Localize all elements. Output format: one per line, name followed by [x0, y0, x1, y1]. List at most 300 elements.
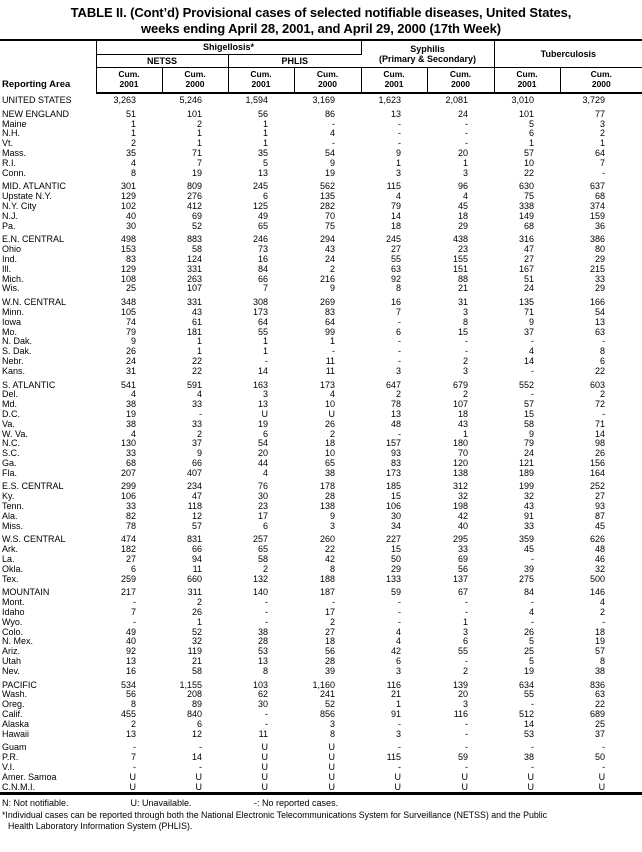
value-cell: 8 — [130, 167, 136, 178]
value-cell: 167 — [519, 263, 535, 274]
value-cell: 108 — [120, 273, 136, 284]
value-cell: 57 — [595, 646, 606, 657]
value-cell: 96 — [458, 181, 469, 192]
table-row — [0, 598, 642, 608]
value-cell: 7 — [396, 306, 402, 317]
value-cell: - — [465, 118, 469, 129]
value-cell: 9 — [529, 316, 535, 327]
value-cell: 18 — [325, 636, 336, 647]
value-cell: - — [332, 597, 336, 608]
value-cell: 6 — [600, 355, 606, 366]
area-cell: Mass. — [2, 147, 27, 158]
area-cell: N. Mex. — [2, 636, 34, 647]
value-cell: 591 — [186, 379, 202, 390]
value-cell: 19 — [257, 418, 268, 429]
value-cell: 3 — [330, 520, 336, 531]
value-cell: 35 — [257, 147, 268, 158]
value-cell: 91 — [524, 510, 535, 521]
value-cell: 6 — [529, 128, 535, 139]
value-cell: 88 — [458, 273, 469, 284]
value-cell: 78 — [391, 399, 402, 410]
value-cell: 1 — [529, 138, 535, 149]
value-cell: 14 — [391, 210, 402, 221]
value-cell: 79 — [125, 326, 136, 337]
value-cell: 33 — [125, 448, 136, 459]
value-cell: 512 — [519, 709, 535, 720]
table-row — [0, 522, 642, 532]
value-cell: 3 — [600, 118, 606, 129]
value-cell: 257 — [252, 534, 268, 545]
value-cell: 32 — [595, 563, 606, 574]
value-cell: 89 — [191, 699, 202, 710]
value-cell: 52 — [191, 626, 202, 637]
value-cell: - — [602, 336, 606, 347]
value-cell: - — [531, 742, 535, 753]
value-cell: 76 — [257, 481, 268, 492]
value-cell: 56 — [325, 646, 336, 657]
value-cell: - — [398, 316, 402, 327]
value-cell: 153 — [120, 244, 136, 255]
area-cell: C.N.M.I. — [2, 781, 35, 792]
value-cell: 45 — [458, 200, 469, 211]
area-cell: N.J. — [2, 210, 19, 221]
value-cell: 207 — [120, 467, 136, 478]
value-cell: 15 — [524, 408, 535, 419]
value-cell: 338 — [519, 200, 535, 211]
value-cell: - — [531, 554, 535, 565]
value-cell: 75 — [524, 191, 535, 202]
value-cell: 294 — [320, 234, 336, 245]
table-row — [0, 110, 642, 120]
area-cell: Kans. — [2, 365, 26, 376]
value-cell: U — [261, 742, 268, 753]
value-cell: 40 — [125, 636, 136, 647]
value-cell: 178 — [320, 481, 336, 492]
value-cell: 75 — [325, 220, 336, 231]
netss-group-header: NETSS — [96, 54, 228, 68]
value-cell: 259 — [120, 573, 136, 584]
value-cell: 64 — [257, 316, 268, 327]
value-cell: 4 — [396, 191, 402, 202]
value-cell: 102 — [120, 200, 136, 211]
area-cell: MID. ATLANTIC — [2, 181, 66, 192]
value-cell: 374 — [590, 200, 606, 211]
value-cell: 36 — [595, 220, 606, 231]
value-cell: 64 — [595, 147, 606, 158]
value-cell: 78 — [125, 520, 136, 531]
value-cell: - — [398, 428, 402, 439]
value-cell: 125 — [252, 200, 268, 211]
value-cell: 8 — [463, 316, 469, 327]
value-cell: 173 — [320, 379, 336, 390]
value-cell: 63 — [595, 326, 606, 337]
value-cell: - — [265, 597, 268, 608]
value-cell: 4 — [529, 607, 535, 618]
table-row — [0, 459, 642, 469]
table-row — [0, 357, 642, 367]
value-cell: 689 — [590, 709, 606, 720]
asterisk-footnote-line1: *Individual cases can be reported through both the National Electronic Telecommunications System for Surveillance (NETSS) and the Public — [2, 810, 548, 821]
col-header-tb-2001: Cum. 2001 — [494, 68, 560, 94]
value-cell: 29 — [595, 253, 606, 264]
value-cell: 58 — [524, 418, 535, 429]
area-cell: Va. — [2, 418, 15, 429]
value-cell: 412 — [186, 200, 202, 211]
value-cell: 18 — [458, 408, 469, 419]
value-cell: 21 — [191, 656, 202, 667]
value-cell: - — [465, 336, 469, 347]
value-cell: 82 — [125, 510, 136, 521]
value-cell: 234 — [186, 481, 202, 492]
value-cell: 27 — [595, 491, 606, 502]
value-cell: 83 — [125, 253, 136, 264]
value-cell: 38 — [125, 399, 136, 410]
value-cell: 66 — [257, 273, 268, 284]
value-cell: 26 — [595, 448, 606, 459]
area-cell: Iowa — [2, 316, 22, 327]
table-row — [0, 381, 642, 391]
table-title — [0, 0, 642, 36]
area-cell: Ga. — [2, 457, 17, 468]
value-cell: 217 — [120, 587, 136, 598]
value-cell: 6 — [463, 636, 469, 647]
value-cell: 1 — [463, 157, 469, 168]
value-cell: 29 — [458, 220, 469, 231]
value-cell: 56 — [125, 689, 136, 700]
value-cell: 39 — [325, 665, 336, 676]
value-cell: 216 — [320, 273, 336, 284]
value-cell: - — [265, 355, 268, 366]
value-cell: 83 — [391, 457, 402, 468]
value-cell: U — [461, 781, 469, 792]
value-cell: - — [531, 762, 535, 772]
syphilis-header-line2: (Primary & Secondary) — [379, 54, 477, 64]
value-cell: 129 — [120, 263, 136, 274]
value-cell: 2 — [463, 389, 469, 400]
table-title-line1: TABLE II. (Cont’d) Provisional cases of selected notifiable diseases, United States, — [70, 5, 572, 20]
value-cell: - — [265, 718, 268, 729]
value-cell: 438 — [453, 234, 469, 245]
area-cell: Wash. — [2, 689, 28, 700]
value-cell: 883 — [186, 234, 202, 245]
value-cell: 3 — [330, 718, 336, 729]
value-cell: 3 — [463, 626, 469, 637]
value-cell: 13 — [125, 728, 136, 739]
area-cell: N.H. — [2, 128, 20, 139]
phlis-group-header: PHLIS — [228, 54, 361, 68]
value-cell: 33 — [595, 273, 606, 284]
value-cell: 69 — [191, 210, 202, 221]
value-cell: 69 — [458, 554, 469, 565]
value-cell: 498 — [120, 234, 136, 245]
value-cell: 269 — [320, 297, 336, 308]
value-cell: 2 — [262, 563, 268, 574]
value-cell: 83 — [325, 306, 336, 317]
value-cell: 49 — [125, 626, 136, 637]
value-cell: 54 — [257, 438, 268, 449]
value-cell: 39 — [524, 563, 535, 574]
value-cell: U — [195, 781, 202, 792]
value-cell: 6 — [396, 656, 402, 667]
area-cell: Miss. — [2, 520, 23, 531]
value-cell: 6 — [262, 520, 268, 531]
value-cell: 57 — [524, 399, 535, 410]
col-header-tb-2000: Cum. 2000 — [560, 68, 642, 94]
value-cell: 359 — [519, 534, 535, 545]
value-cell: 2 — [463, 355, 469, 366]
table-row — [0, 469, 642, 479]
value-cell: 8 — [396, 283, 402, 294]
value-cell: 23 — [257, 501, 268, 512]
value-cell: 65 — [257, 220, 268, 231]
value-cell: 6 — [196, 718, 202, 729]
area-cell: Wis. — [2, 283, 20, 294]
value-cell: 14 — [524, 355, 535, 366]
value-cell: 311 — [187, 587, 202, 598]
value-cell: 66 — [191, 457, 202, 468]
value-cell: 61 — [191, 316, 202, 327]
area-cell: Tex. — [2, 573, 19, 584]
table-row — [0, 763, 642, 773]
value-cell: 31 — [125, 365, 136, 376]
table-row — [0, 545, 642, 555]
value-cell: 71 — [595, 418, 606, 429]
value-cell: 173 — [252, 306, 268, 317]
table-row — [0, 390, 642, 400]
value-cell: 52 — [325, 699, 336, 710]
value-cell: 282 — [320, 200, 336, 211]
value-cell: 331 — [186, 263, 202, 274]
value-cell: 2 — [330, 616, 336, 627]
value-cell: 2 — [330, 263, 336, 274]
value-cell: 246 — [252, 234, 268, 245]
value-cell: 19 — [325, 167, 336, 178]
value-cell: 43 — [191, 306, 202, 317]
value-cell: 140 — [252, 587, 268, 598]
table-row — [0, 502, 642, 512]
value-cell: 68 — [125, 457, 136, 468]
area-cell: Ala. — [2, 510, 18, 521]
value-cell: 1,623 — [378, 95, 402, 105]
area-cell: Ark. — [2, 544, 19, 555]
value-cell: 27 — [125, 554, 136, 565]
value-cell: 9 — [529, 428, 535, 439]
value-cell: - — [398, 336, 402, 347]
value-cell: 79 — [391, 200, 402, 211]
value-cell: - — [133, 597, 136, 608]
value-cell: 8 — [262, 665, 268, 676]
table-row — [0, 657, 642, 667]
value-cell: - — [398, 597, 402, 608]
value-cell: 299 — [120, 481, 136, 492]
value-cell: 1 — [196, 336, 202, 347]
area-cell: Tenn. — [2, 501, 25, 512]
value-cell: 42 — [325, 554, 336, 565]
area-cell: Nebr. — [2, 355, 24, 366]
value-cell: 18 — [325, 438, 336, 449]
table-row — [0, 308, 642, 318]
value-cell: U — [261, 781, 268, 792]
value-cell: 101 — [519, 108, 535, 119]
value-cell: 146 — [590, 587, 606, 598]
header-cum-row — [0, 68, 642, 94]
value-cell: 33 — [524, 520, 535, 531]
value-cell: 33 — [191, 418, 202, 429]
value-cell: 58 — [191, 665, 202, 676]
value-cell: - — [332, 138, 336, 149]
table-row — [0, 149, 642, 159]
value-cell: 3 — [396, 728, 402, 739]
value-cell: 13 — [391, 408, 402, 419]
value-cell: 7 — [130, 607, 136, 618]
value-cell: 53 — [524, 728, 535, 739]
value-cell: 25 — [524, 646, 535, 657]
area-cell: Guam — [2, 742, 27, 753]
value-cell: 386 — [590, 234, 606, 245]
value-cell: 252 — [590, 481, 606, 492]
value-cell: - — [265, 607, 268, 618]
value-cell: 11 — [325, 355, 336, 366]
value-cell: 38 — [595, 665, 606, 676]
col-header-netss-2001: Cum. 2001 — [96, 68, 162, 94]
table-row — [0, 202, 642, 212]
value-cell: - — [332, 346, 336, 357]
value-cell: 129 — [120, 191, 136, 202]
value-cell: 5 — [529, 656, 535, 667]
area-cell: Calif. — [2, 709, 23, 720]
value-cell: - — [265, 616, 268, 627]
area-cell: Idaho — [2, 607, 25, 618]
legend-unavailable: U: Unavailable. — [130, 798, 192, 809]
table-row — [0, 93, 642, 106]
area-cell: S. Dak. — [2, 346, 32, 357]
value-cell: 3 — [463, 167, 469, 178]
value-cell: 15 — [391, 491, 402, 502]
value-cell: 22 — [595, 699, 606, 710]
value-cell: - — [465, 138, 469, 149]
value-cell: 27 — [391, 244, 402, 255]
value-cell: 2 — [196, 597, 202, 608]
value-cell: 4 — [396, 636, 402, 647]
value-cell: 23 — [458, 244, 469, 255]
col-header-phlis-2000: Cum. 2000 — [294, 68, 361, 94]
value-cell: 93 — [391, 448, 402, 459]
value-cell: 57 — [524, 147, 535, 158]
value-cell: 46 — [595, 554, 606, 565]
value-cell: 135 — [519, 297, 535, 308]
legend-row — [0, 798, 642, 809]
value-cell: 157 — [386, 438, 402, 449]
area-cell: Ariz. — [2, 646, 20, 657]
value-cell: 660 — [186, 573, 202, 584]
value-cell: 45 — [595, 520, 606, 531]
value-cell: - — [133, 742, 136, 753]
value-cell: - — [602, 167, 606, 178]
col-header-netss-2000: Cum. 2000 — [162, 68, 228, 94]
value-cell: 5 — [529, 636, 535, 647]
value-cell: 16 — [257, 253, 268, 264]
value-cell: 1 — [262, 128, 268, 139]
value-cell: 20 — [458, 147, 469, 158]
value-cell: 24 — [125, 355, 136, 366]
value-cell: 7 — [262, 283, 268, 294]
table-row — [0, 430, 642, 440]
value-cell: 57 — [191, 520, 202, 531]
value-cell: 679 — [453, 379, 469, 390]
value-cell: U — [261, 408, 268, 419]
table-row — [0, 275, 642, 285]
area-cell: Oreg. — [2, 699, 25, 710]
value-cell: 2 — [196, 118, 202, 129]
value-cell: 27 — [325, 626, 336, 637]
table-row — [0, 512, 642, 522]
value-cell: U — [261, 771, 268, 782]
value-cell: 13 — [257, 656, 268, 667]
value-cell: 1 — [196, 128, 202, 139]
area-cell: Ky. — [2, 491, 15, 502]
area-cell: E.N. CENTRAL — [2, 234, 65, 245]
table-row — [0, 618, 642, 628]
value-cell: 151 — [453, 263, 469, 274]
table-row — [0, 753, 642, 763]
value-cell: 120 — [453, 457, 469, 468]
area-cell: W. Va. — [2, 428, 28, 439]
value-cell: - — [602, 742, 606, 753]
value-cell: 2 — [600, 128, 606, 139]
value-cell: 541 — [120, 379, 136, 390]
area-cell: Md. — [2, 399, 18, 410]
area-cell: Colo. — [2, 626, 24, 637]
value-cell: 2 — [130, 138, 136, 149]
value-cell: - — [398, 616, 402, 627]
value-cell: 1 — [262, 118, 268, 129]
value-cell: 30 — [391, 510, 402, 521]
value-cell: 59 — [458, 752, 469, 763]
value-cell: U — [328, 408, 336, 419]
value-cell: 132 — [252, 573, 268, 584]
area-cell: Ind. — [2, 253, 18, 264]
value-cell: 9 — [330, 157, 336, 168]
value-cell: 634 — [519, 679, 535, 690]
value-cell: U — [129, 771, 136, 782]
value-cell: - — [531, 365, 535, 376]
value-cell: 22 — [325, 544, 336, 555]
value-cell: 32 — [524, 491, 535, 502]
value-cell: 27 — [524, 253, 535, 264]
value-cell: 312 — [453, 481, 469, 492]
value-cell: - — [398, 346, 402, 357]
value-cell: 22 — [595, 365, 606, 376]
value-cell: 116 — [386, 679, 402, 690]
reporting-area-header: Reporting Area — [2, 79, 71, 90]
value-cell: 16 — [125, 665, 136, 676]
value-cell: 9 — [330, 283, 336, 294]
value-cell: 308 — [252, 297, 268, 308]
value-cell: 77 — [595, 108, 606, 119]
value-cell: 25 — [595, 718, 606, 729]
value-cell: 74 — [125, 316, 136, 327]
value-cell: 26 — [524, 626, 535, 637]
value-cell: 47 — [524, 244, 535, 255]
value-cell: - — [398, 355, 402, 366]
value-cell: 91 — [391, 709, 402, 720]
asterisk-footnote-line2: Health Laboratory Information System (PHLIS). — [8, 821, 193, 832]
value-cell: 26 — [191, 607, 202, 618]
table-row — [0, 298, 642, 308]
value-cell: 10 — [325, 399, 336, 410]
value-cell: 28 — [325, 491, 336, 502]
value-cell: - — [133, 762, 136, 772]
